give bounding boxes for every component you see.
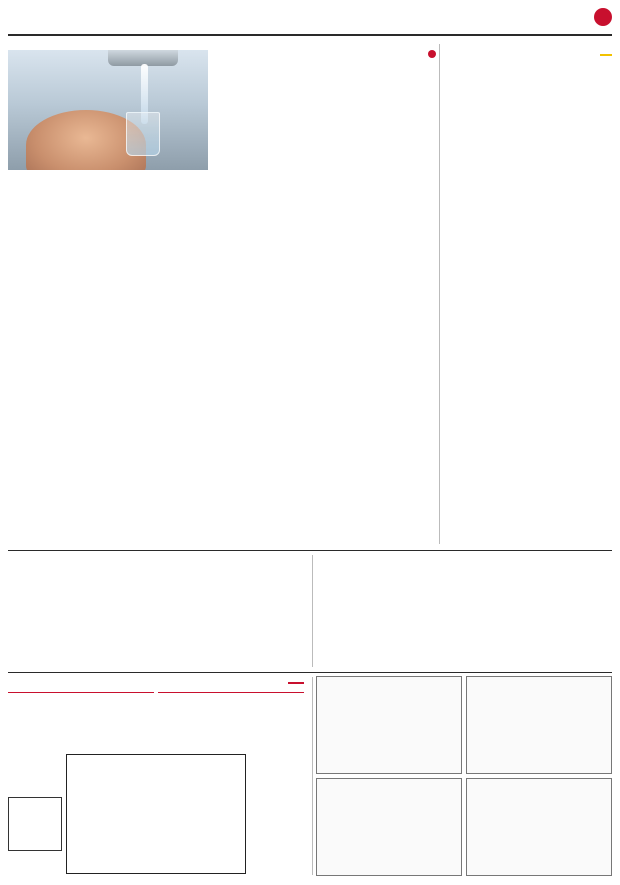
news-item-waste xyxy=(8,554,308,669)
article-columns xyxy=(8,176,436,179)
hero-photo-water-tap xyxy=(8,50,208,170)
puzzle-clues xyxy=(8,692,304,694)
down-label xyxy=(8,692,154,693)
down-clues xyxy=(8,692,154,694)
legal-ad xyxy=(316,676,462,774)
crossword-puzzle xyxy=(8,676,304,876)
across-clues xyxy=(158,692,304,694)
crossword-grid[interactable] xyxy=(66,754,246,874)
article-column xyxy=(153,176,292,179)
article-column xyxy=(297,176,436,179)
news-item-dam xyxy=(316,554,612,669)
legal-ads-grid xyxy=(316,676,612,876)
hero-row xyxy=(8,50,436,170)
main-article xyxy=(8,44,436,544)
legal-ad xyxy=(466,778,612,876)
bottom-section xyxy=(8,672,612,878)
kiosk-tag xyxy=(600,54,612,56)
page-number xyxy=(594,8,612,26)
puzzle-header xyxy=(8,676,304,690)
lead-box xyxy=(214,50,436,170)
author-dot-icon xyxy=(428,50,436,58)
section-header xyxy=(590,8,612,26)
column-divider xyxy=(439,44,440,544)
article-column xyxy=(8,176,147,179)
crossword-grid-wrap xyxy=(66,754,246,874)
sidebar-article xyxy=(444,44,612,544)
column-divider xyxy=(312,555,313,667)
legal-ad xyxy=(466,676,612,774)
previous-solution xyxy=(8,796,62,851)
middle-news-band xyxy=(8,550,612,670)
lead-author-line xyxy=(214,50,436,58)
legal-ad xyxy=(316,778,462,876)
across-label xyxy=(158,692,304,693)
column-divider xyxy=(312,677,313,875)
puzzle-title xyxy=(288,682,304,684)
previous-solution-grid xyxy=(8,797,62,851)
glass-shape xyxy=(126,112,160,156)
masthead xyxy=(8,6,612,36)
